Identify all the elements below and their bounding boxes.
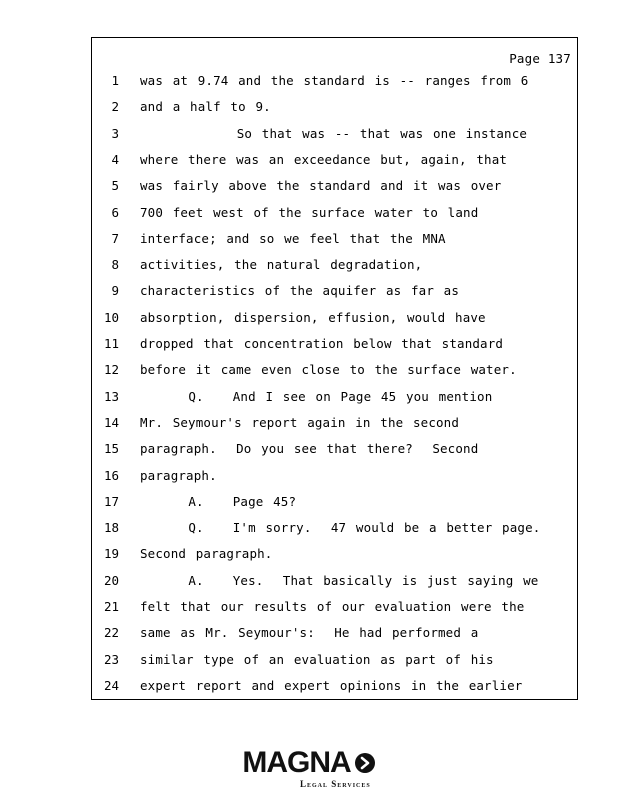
chevron-right-circle-icon: [354, 752, 376, 774]
line-number: 6: [111, 204, 119, 220]
transcript-page: [91, 37, 578, 700]
transcript-line: [92, 257, 577, 283]
transcript-line: [92, 599, 577, 625]
transcript-line: [92, 415, 577, 441]
line-text: and a half to 9.: [140, 99, 271, 115]
line-text: activities, the natural degradation,: [140, 257, 423, 273]
line-text: A. Yes. That basically is just saying we: [140, 572, 539, 588]
transcript-line: [92, 73, 577, 99]
transcript-line: [92, 468, 577, 494]
line-number: 15: [103, 441, 119, 457]
line-number: 9: [111, 283, 119, 299]
line-text: where there was an exceedance but, again, that: [140, 151, 508, 167]
transcript-line: [92, 231, 577, 257]
transcript-line: [92, 283, 577, 309]
line-text: So that was -- that was one instance: [140, 125, 528, 141]
transcript-line: [92, 205, 577, 231]
line-number: 22: [103, 625, 119, 641]
line-text: expert report and expert opinions in the earlier: [140, 677, 523, 693]
line-number: 14: [103, 414, 119, 430]
line-text: paragraph.: [140, 467, 217, 483]
line-number: 7: [111, 230, 119, 246]
transcript-line: [92, 336, 577, 362]
line-number: 16: [103, 467, 119, 483]
transcript-line: [92, 126, 577, 152]
line-number: 24: [103, 677, 119, 693]
line-text: felt that our results of our evaluation were the: [140, 599, 525, 614]
transcript-line: [92, 99, 577, 125]
line-text: was fairly above the standard and it was over: [140, 178, 502, 194]
transcript-line: [92, 389, 577, 415]
line-number: 1: [111, 73, 119, 88]
line-number: 4: [111, 151, 119, 167]
line-text: Mr. Seymour's report again in the second: [140, 414, 460, 430]
line-number: 12: [103, 362, 119, 378]
transcript-line: [92, 546, 577, 572]
transcript-line: [92, 625, 577, 651]
line-text: before it came even close to the surface water.: [140, 362, 517, 378]
line-text: interface; and so we feel that the MNA: [140, 230, 446, 246]
transcript-line: [92, 152, 577, 178]
logo-wordmark: MAGNA: [242, 746, 351, 779]
transcript-line: [92, 520, 577, 546]
line-text: Q. And I see on Page 45 you mention: [140, 388, 493, 404]
line-number: 10: [103, 309, 119, 325]
line-text: same as Mr. Seymour's: He had performed a: [140, 625, 479, 641]
line-text: similar type of an evaluation as part of his: [140, 651, 494, 667]
transcript-line: [92, 441, 577, 467]
transcript-line: [92, 362, 577, 388]
line-number: 17: [103, 493, 119, 509]
line-text: 700 feet west of the surface water to land: [140, 204, 479, 220]
line-number: 11: [103, 336, 119, 351]
transcript-line: [92, 178, 577, 204]
line-number: 20: [103, 572, 119, 588]
line-number: 3: [111, 125, 119, 141]
line-text: Second paragraph.: [140, 546, 273, 562]
line-number: 18: [103, 520, 119, 536]
line-number: 13: [103, 388, 119, 404]
line-text: absorption, dispersion, effusion, would have: [140, 309, 486, 325]
line-number: 2: [111, 99, 119, 115]
page-number: Page 137: [509, 51, 571, 66]
transcript-line: [92, 652, 577, 678]
transcript-line: [92, 310, 577, 336]
line-number: 8: [111, 257, 119, 273]
line-text: characteristics of the aquifer as far as: [140, 283, 460, 299]
line-number: 23: [103, 651, 119, 667]
line-text: was at 9.74 and the standard is -- ranges from 6: [140, 73, 529, 88]
logo-subtitle: Legal Services: [300, 779, 371, 789]
line-number: 5: [111, 178, 119, 194]
line-text: A. Page 45?: [140, 493, 297, 509]
magna-logo: [0, 746, 618, 789]
line-number: 19: [103, 546, 119, 562]
line-number: 21: [103, 599, 119, 614]
line-text: paragraph. Do you see that there? Second: [140, 441, 479, 457]
transcript-line: [92, 494, 577, 520]
line-text: dropped that concentration below that standard: [140, 336, 504, 351]
transcript-line: [92, 678, 577, 704]
transcript-line: [92, 573, 577, 599]
line-text: Q. I'm sorry. 47 would be a better page.: [140, 520, 541, 536]
